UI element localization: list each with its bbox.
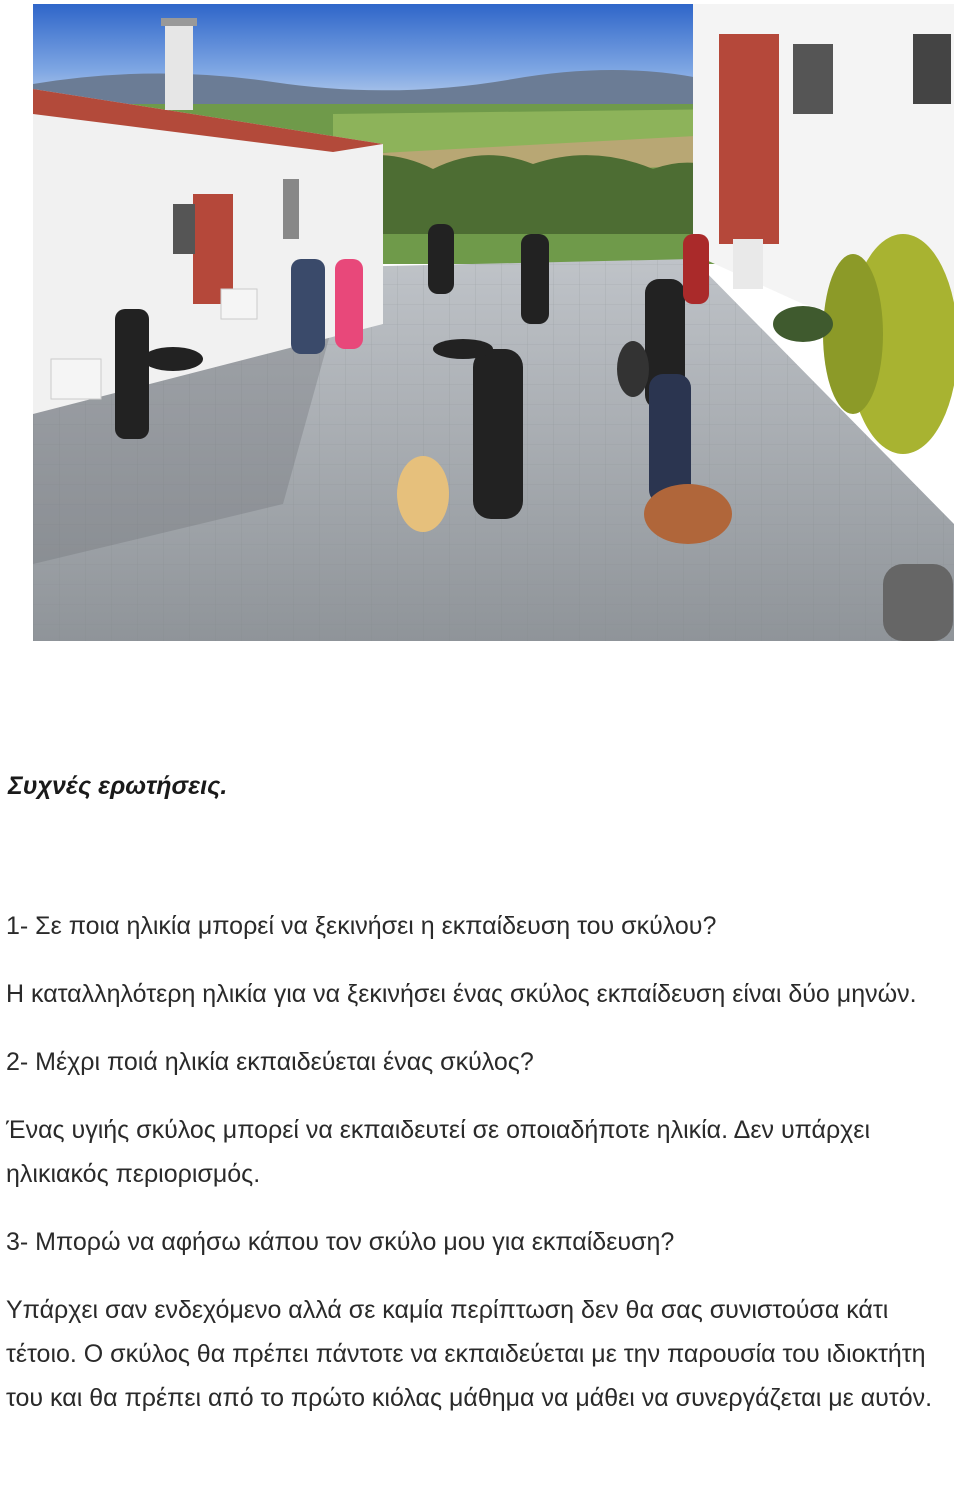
faq-question-1: 1- Σε ποια ηλικία μπορεί να ξεκινήσει η εκπαίδευση του σκύλου?: [6, 912, 717, 940]
faq-answer-3: Υπάρχει σαν ενδεχόμενο αλλά σε καμία περίπτωση δεν θα σας συνιστούσα κάτι τέτοιο. Ο σκύλος θα πρέπει πάντοτε να εκπαιδεύεται με την παρουσία του ιδιοκτήτη του και θα πρέπει από το πρώτο κιόλας μάθημα να μάθει να συνεργάζεται με αυτόν.: [6, 1296, 933, 1412]
faq-answer-1: Η καταλληλότερη ηλικία για να ξεκινήσει ένας σκύλος εκπαίδευση είναι δύο μηνών.: [6, 980, 917, 1008]
faq-answer-2: Ένας υγιής σκύλος μπορεί να εκπαιδευτεί σε οποιαδήποτε ηλικία. Δεν υπάρχει ηλικιακός περιορισμός.: [6, 1116, 871, 1188]
faq-heading: Συχνές ερωτήσεις.: [8, 772, 228, 800]
dog-training-photo: [33, 4, 954, 641]
faq-question-2: 2- Μέχρι ποιά ηλικία εκπαιδεύεται ένας σκύλος?: [6, 1048, 534, 1076]
faq-list: [6, 904, 951, 1444]
faq-question-3: 3- Μπορώ να αφήσω κάπου τον σκύλο μου για εκπαίδευση?: [6, 1228, 675, 1256]
